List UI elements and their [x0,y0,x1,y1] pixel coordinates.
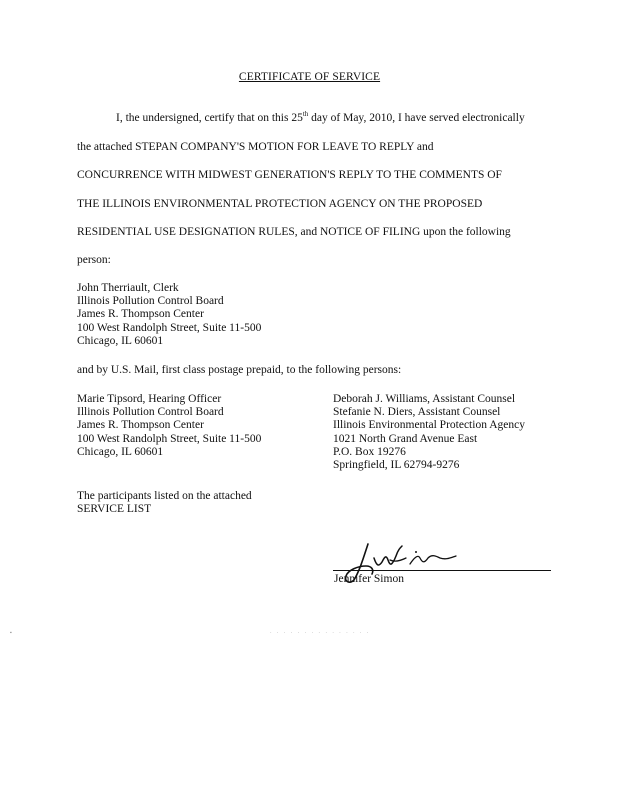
mail-line: and by U.S. Mail, first class postage prepaid, to the following persons: [77,364,402,376]
clerk-address [77,282,261,348]
left-address-line: Illinois Pollution Control Board [77,406,224,419]
right-address-line: P.O. Box 19276 [333,445,406,458]
clerk-address-line: Chicago, IL 60601 [77,334,164,347]
right-address-line: Illinois Environmental Protection Agency [333,419,525,432]
paragraph-line-4: THE ILLINOIS ENVIRONMENTAL PROTECTION AGENCY ON THE PROPOSED [77,198,483,210]
signer-name: Jennifer Simon [334,573,404,585]
right-address [333,393,525,472]
left-address-line: Chicago, IL 60601 [77,445,164,458]
paragraph-line-1 [116,112,525,124]
date-superscript: th [302,110,309,119]
left-address-line: 100 West Randolph Street, Suite 11-500 [77,432,262,445]
right-address-line: Springfield, IL 62794-9276 [333,459,460,472]
paragraph-line-3: CONCURRENCE WITH MIDWEST GENERATION'S REPLY TO THE COMMENTS OF [77,169,502,181]
paragraph-line-1-text: I, the undersigned, certify that on this 25 [116,112,303,124]
signature-line [333,570,551,571]
paragraph-line-1-rest: day of May, 2010, I have served electronically [308,112,525,124]
paragraph-line-5: RESIDENTIAL USE DESIGNATION RULES, and NOTICE OF FILING upon the following [77,226,511,238]
clerk-address-line: 100 West Randolph Street, Suite 11-500 [77,321,262,334]
clerk-address-line: John Therriault, Clerk [77,282,179,294]
participants-line: The participants listed on the attached [77,490,252,502]
left-address [77,393,261,459]
right-address-line: Deborah J. Williams, Assistant Counsel [333,393,516,405]
participants-line: SERVICE LIST [77,503,152,516]
clerk-address-line: James R. Thompson Center [77,308,204,321]
paragraph-line-2: the attached STEPAN COMPANY'S MOTION FOR LEAVE TO REPLY and [77,141,434,153]
participants-note [77,490,252,516]
right-address-line: Stefanie N. Diers, Assistant Counsel [333,406,501,419]
footer-mark-center: · · · · · · · · · · · · · · · [270,631,371,636]
document-title: CERTIFICATE OF SERVICE [238,71,381,83]
right-address-line: 1021 North Grand Avenue East [333,432,478,445]
clerk-address-line: Illinois Pollution Control Board [77,295,224,308]
paragraph-line-6: person: [77,254,111,266]
left-address-line: James R. Thompson Center [77,419,204,432]
footer-mark-left: ▪ [10,631,14,636]
left-address-line: Marie Tipsord, Hearing Officer [77,393,222,405]
